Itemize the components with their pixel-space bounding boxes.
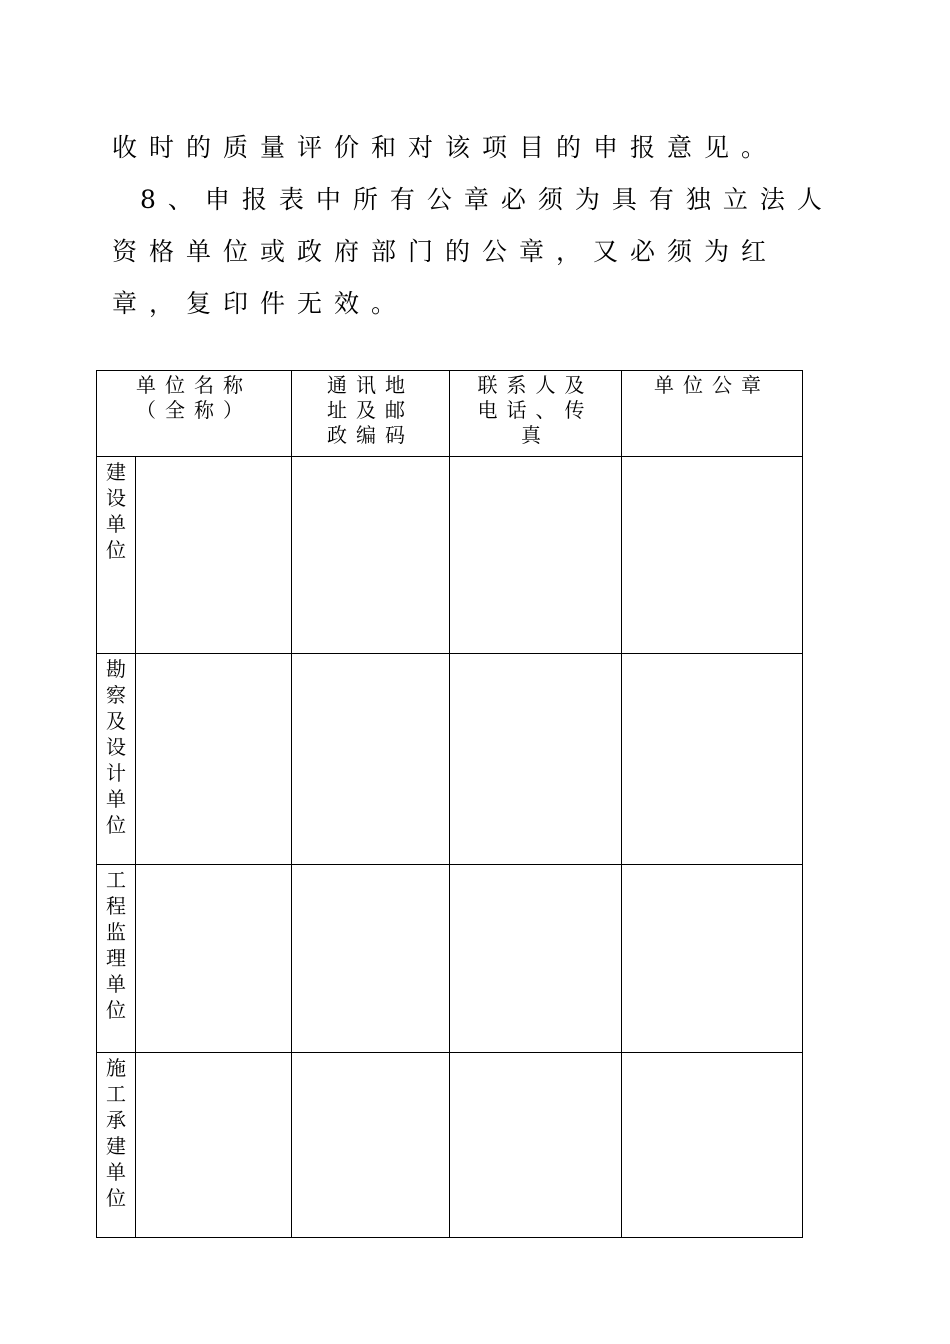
cell-address[interactable] bbox=[292, 865, 450, 1053]
cell-contact[interactable] bbox=[450, 865, 622, 1053]
cell-contact[interactable] bbox=[450, 654, 622, 865]
cell-address[interactable] bbox=[292, 1053, 450, 1238]
cell-address[interactable] bbox=[292, 457, 450, 654]
paragraph-rule-8: 8、申报表中所有公章必须为具有独立法人资格单位或政府部门的公章，又必须为红章，复印件无效。 bbox=[112, 185, 834, 318]
table-row bbox=[97, 654, 803, 865]
header-unit-name: 单位名称 （全称） bbox=[97, 371, 292, 457]
table-row bbox=[97, 1053, 803, 1238]
cell-seal[interactable] bbox=[622, 865, 803, 1053]
cell-unit-name[interactable] bbox=[136, 865, 292, 1053]
cell-unit-name[interactable] bbox=[136, 1053, 292, 1238]
table-row bbox=[97, 865, 803, 1053]
cell-seal[interactable] bbox=[622, 457, 803, 654]
header-address: 通讯地 址及邮 政编码 bbox=[292, 371, 450, 457]
row-label-contractor-unit: 施工承建单位 bbox=[97, 1053, 136, 1238]
cell-address[interactable] bbox=[292, 654, 450, 865]
table-header-row bbox=[97, 371, 803, 457]
cell-contact[interactable] bbox=[450, 457, 622, 654]
cell-contact[interactable] bbox=[450, 1053, 622, 1238]
row-label-supervision-unit: 工程监理单位 bbox=[97, 865, 136, 1053]
header-unit-seal: 单位公章 bbox=[622, 371, 803, 457]
table-row bbox=[97, 457, 803, 654]
units-table bbox=[96, 370, 803, 1238]
row-label-construction-unit: 建设单位 bbox=[97, 457, 136, 654]
cell-seal[interactable] bbox=[622, 654, 803, 865]
cell-unit-name[interactable] bbox=[136, 457, 292, 654]
cell-seal[interactable] bbox=[622, 1053, 803, 1238]
cell-unit-name[interactable] bbox=[136, 654, 292, 865]
paragraph-continuation: 收时的质量评价和对该项目的申报意见。 bbox=[112, 133, 779, 162]
header-contact: 联系人及 电话、传 真 bbox=[450, 371, 622, 457]
row-label-survey-design-unit: 勘察及设计单位 bbox=[97, 654, 136, 865]
